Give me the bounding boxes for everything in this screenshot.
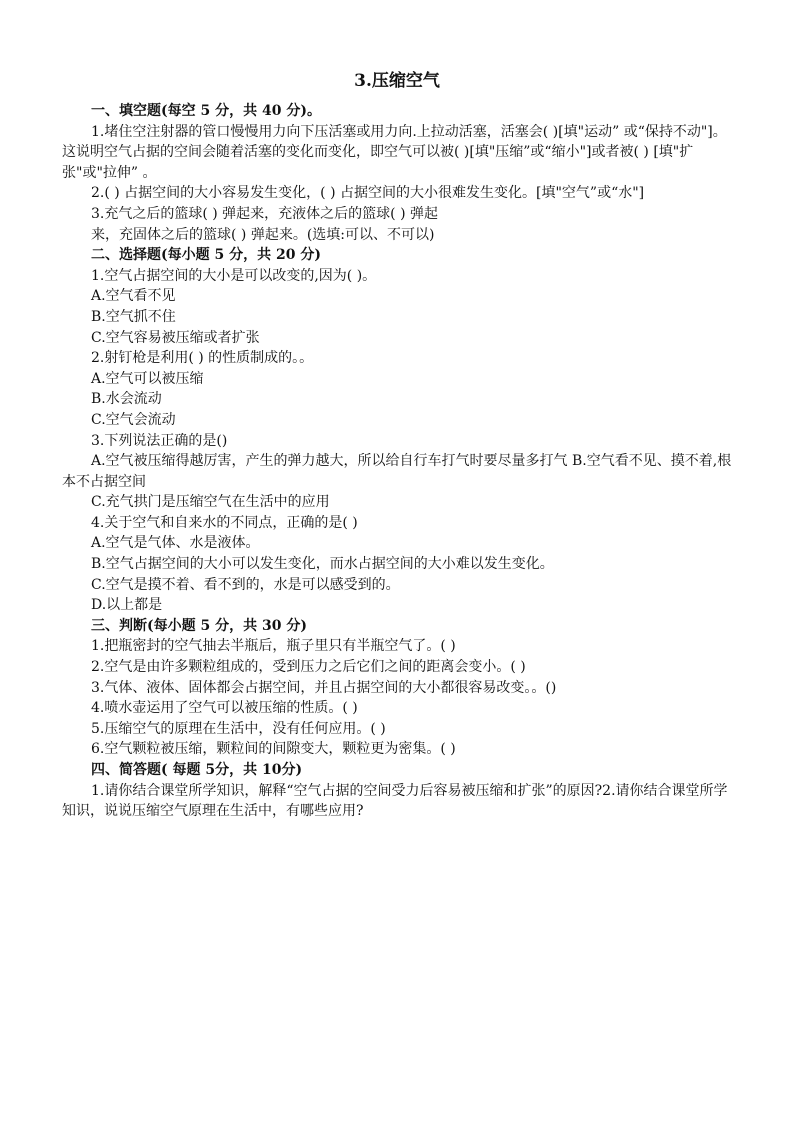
section-heading: 二、选择题(每小题 5 分，共 20 分): [91, 247, 321, 264]
text-line: 2.( ) 占据空间的大小容易发生变化，( ) 占据空间的大小很难发生变化。[填"空气”或“水"]: [91, 185, 645, 202]
text-line: 6.空气颗粒被压缩，颗粒间的间隙变大，颗粒更为密集。( ): [91, 741, 456, 758]
text-line: A.空气是气体、水是液体。: [91, 535, 260, 552]
text-line: 1.把瓶密封的空气抽去半瓶后，瓶子里只有半瓶空气了。( ): [91, 638, 456, 655]
text-line: 2.空气是由许多颗粒组成的，受到压力之后它们之间的距离会变小。( ): [91, 659, 526, 676]
text-line: B.空气抓不住: [91, 308, 176, 325]
text-line: 4.喷水壶运用了空气可以被压缩的性质。( ): [91, 700, 358, 717]
page-title: 3.压缩空气: [354, 71, 440, 91]
text-line: B.水会流动: [91, 391, 162, 408]
text-line: C.空气容易被压缩或者扩张: [91, 329, 260, 346]
text-line: C.空气是摸不着、看不到的，水是可以感受到的。: [91, 576, 400, 593]
text-line: A.空气可以被压缩: [91, 370, 204, 387]
document-body: [62, 101, 740, 822]
text-line: 2.射钉枪是利用( ) 的性质制成的。。: [91, 350, 314, 367]
section-heading: 三、判断(每小题 5 分，共 30 分): [91, 617, 307, 634]
text-line: C.充气拱门是压缩空气在生活中的应用: [91, 494, 330, 511]
text-line: D.以上都是: [91, 597, 163, 614]
text-line: 来，充固体之后的篮球( ) 弹起来。(选填:可以、不可以): [91, 226, 435, 243]
text-line: 1.请你结合课堂所学知识，解释“空气占据的空间受力后容易被压缩和扩张”的原因?2.请你结合课堂所学知识，说说压缩空气原理在生活中，有哪些应用?: [62, 782, 728, 820]
text-line: 3.充气之后的篮球( ) 弹起来，充液体之后的篮球( ) 弹起: [91, 205, 439, 222]
text-line: 1.空气占据空间的大小是可以改变的,因为( )。: [91, 267, 377, 284]
text-line: 4.关于空气和自来水的不同点，正确的是( ): [91, 514, 358, 531]
text-line: 3.气体、液体、固体都会占据空间，并且占据空间的大小都很容易改变。。(): [91, 679, 557, 696]
section-heading: 四、简答题( 每题 5分，共 10分): [91, 762, 303, 778]
text-line: C.空气会流动: [91, 411, 176, 428]
text-line: A.空气被压缩得越厉害，产生的弹力越大，所以给自行车打气时要尽量多打气 B.空气看不见、摸不着,根本不占据空间: [62, 453, 732, 490]
text-line: 3.下列说法正确的是(): [91, 432, 228, 449]
text-line: B.空气占据空间的大小可以发生变化，而水占据空间的大小难以发生变化。: [91, 556, 554, 573]
text-line: 5.压缩空气的原理在生活中，没有任何应用。( ): [91, 720, 386, 737]
section-heading: 一、填空题(每空 5 分，共 40 分)。: [91, 103, 321, 119]
text-line: 1.堵住空注射器的管口慢慢用力向下压活塞或用力向.上拉动活塞，活塞会( )[填"运动” 或“保持不动"]。这说明空气占据的空间会随着活塞的变化而变化，即空气可以被( )[填"压缩”或“缩小"]或者被( ) [填"扩 张"或"拉伸” 。: [62, 123, 727, 181]
text-line: A.空气看不见: [91, 288, 176, 305]
